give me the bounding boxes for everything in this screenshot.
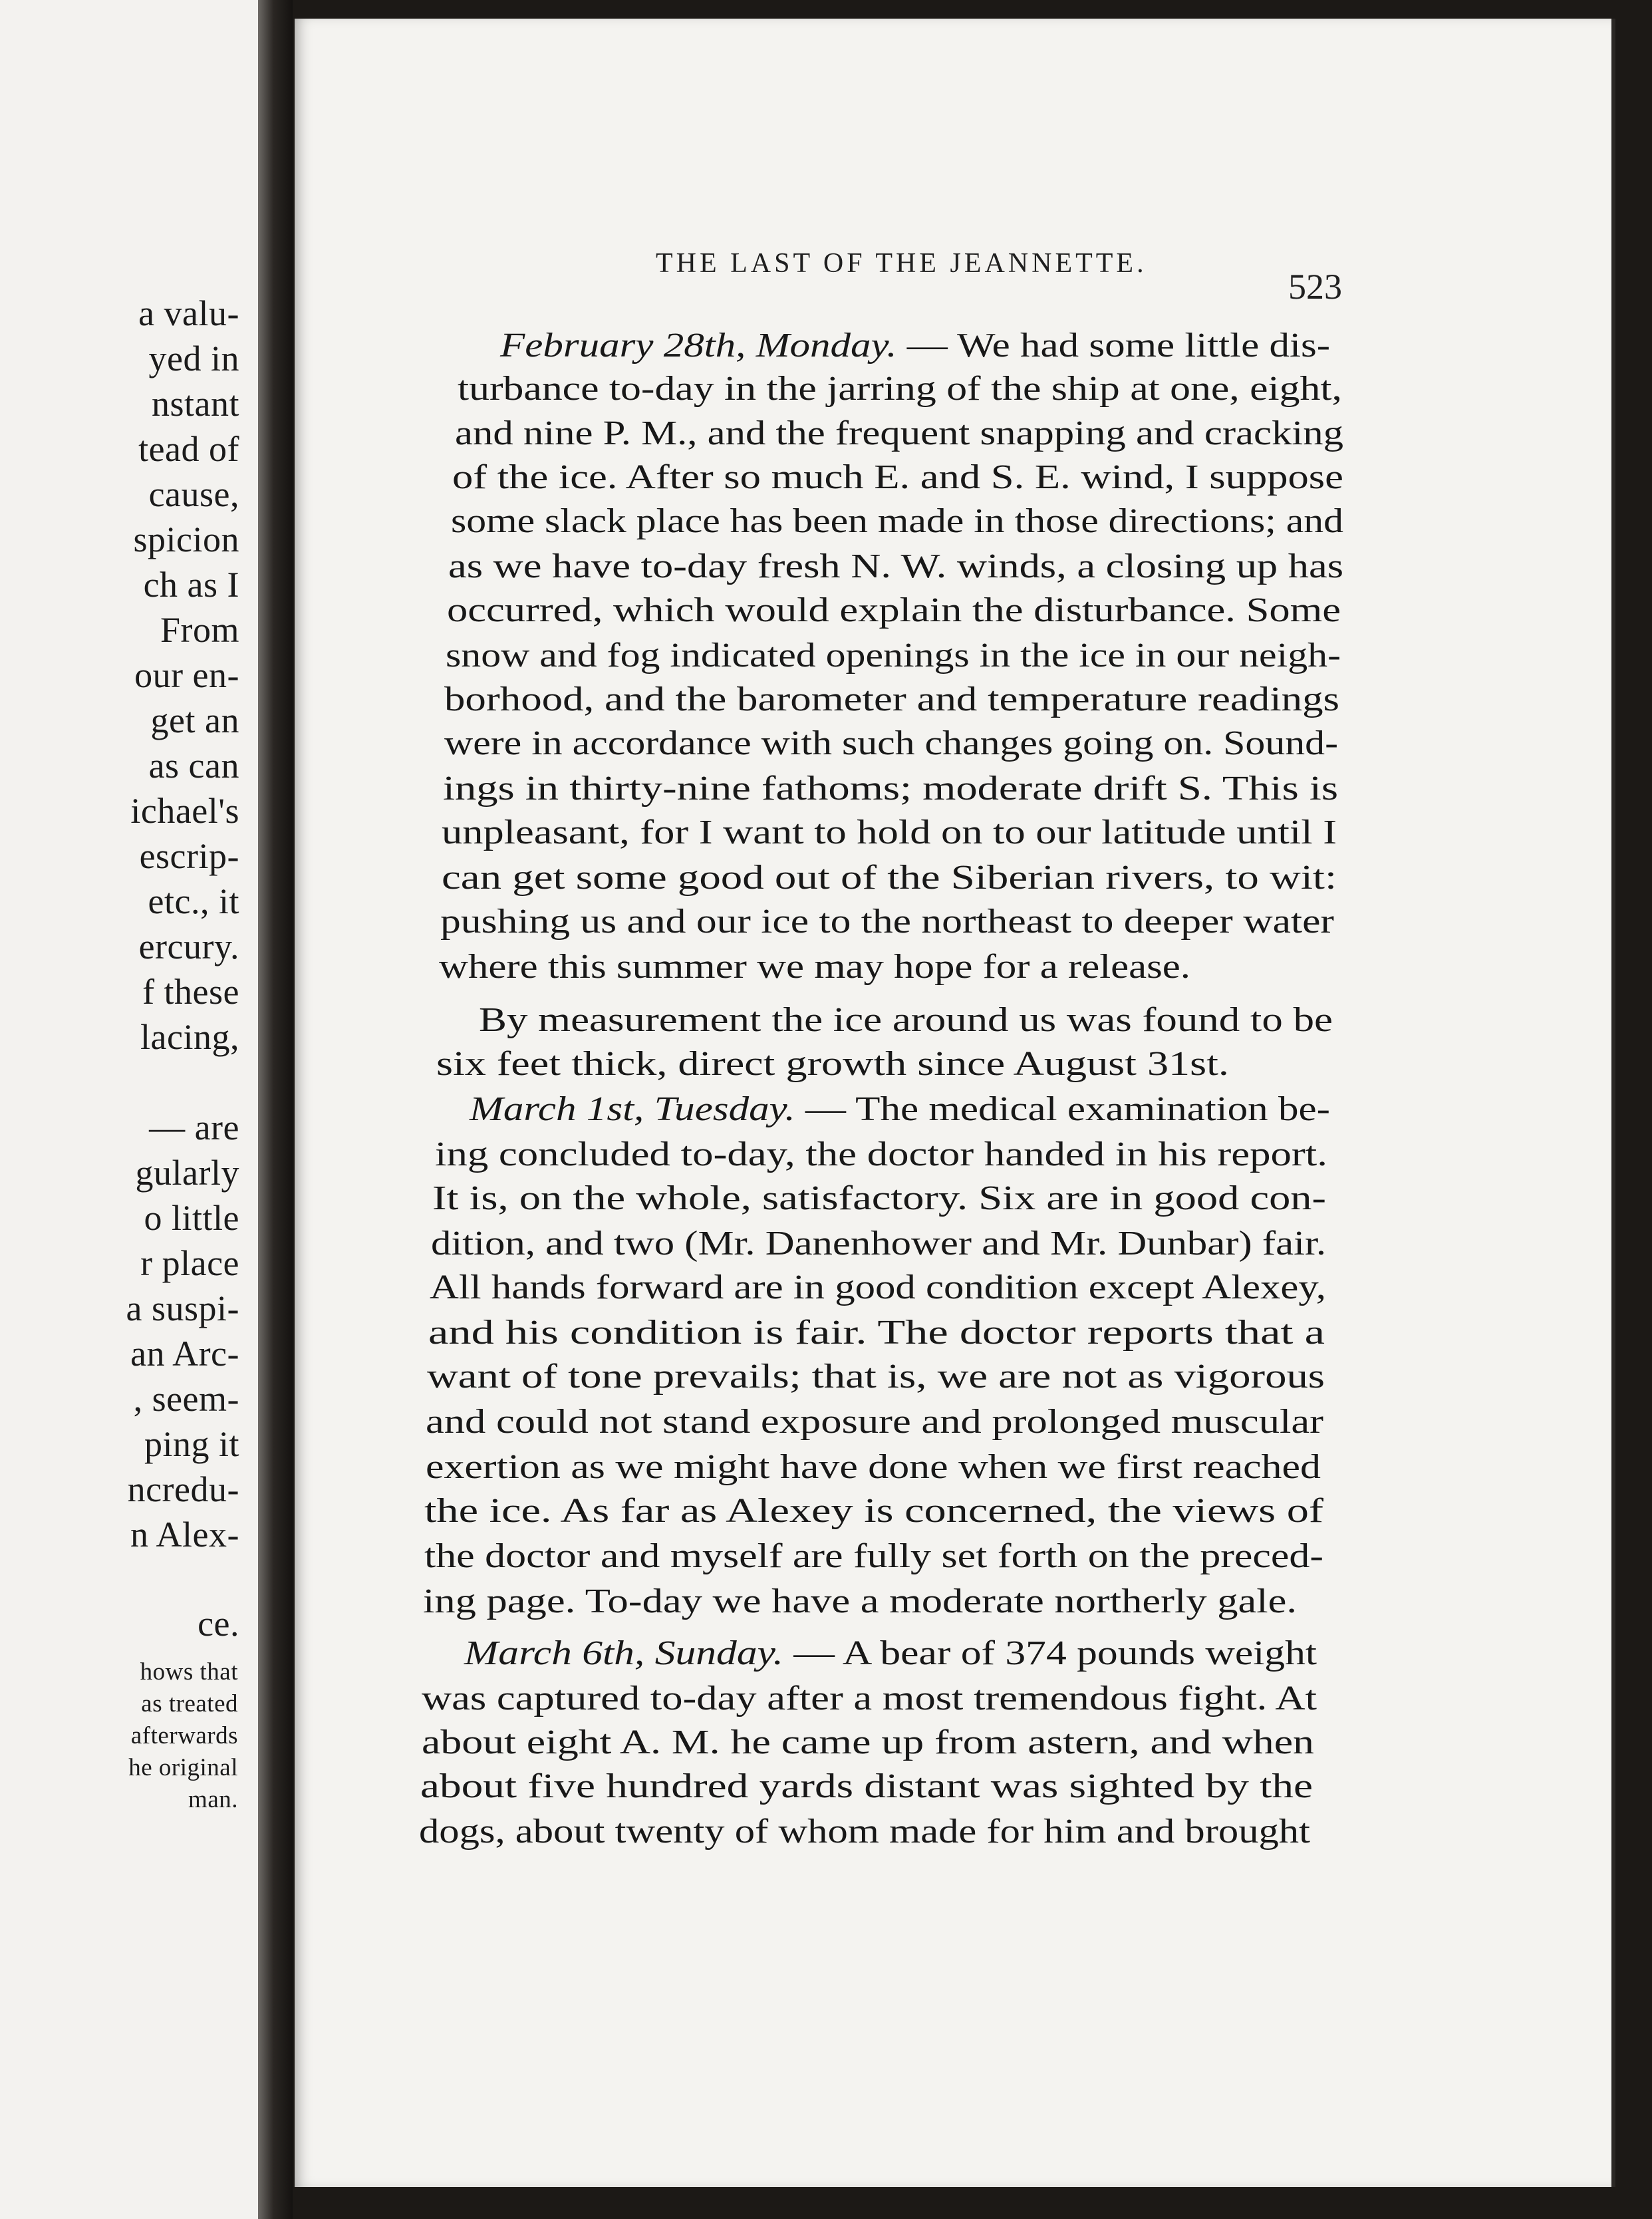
- left-page-line: spicion: [133, 519, 239, 559]
- text-line: [426, 1402, 1323, 1442]
- left-page-line: lacing,: [140, 1017, 239, 1057]
- left-page-line: a valu-: [138, 293, 239, 333]
- left-page-line: as can: [148, 746, 239, 786]
- left-page-line: yed in: [148, 339, 239, 378]
- left-page-line: ncredu-: [127, 1469, 239, 1509]
- text-line: [447, 591, 1341, 631]
- left-page-line: gularly: [135, 1153, 239, 1193]
- line-text: By measurement the ice around us was found to be: [479, 1001, 1333, 1039]
- line-text: — We had some little dis-: [896, 327, 1331, 365]
- text-line: [423, 1582, 1297, 1622]
- line-text: the doctor and myself are fully set forth on the preced-: [424, 1537, 1324, 1575]
- line-text: about five hundred yards distant was sighted by the: [420, 1767, 1313, 1805]
- text-line: [455, 414, 1343, 454]
- text-line: [470, 1090, 1330, 1129]
- line-text: pushing us and our ice to the northeast to deeper water: [440, 903, 1334, 941]
- line-text: as we have to-day fresh N. W. winds, a closing up has: [448, 547, 1344, 585]
- page-number: 523: [1288, 267, 1342, 307]
- text-line: [443, 769, 1338, 809]
- left-page-line: cause,: [148, 474, 239, 514]
- left-page-line: o little: [144, 1198, 239, 1238]
- left-page-line: ercury.: [138, 927, 239, 966]
- entry-date: March 6th, Sunday.: [464, 1634, 783, 1672]
- line-text: and could not stand exposure and prolonged muscular: [426, 1403, 1323, 1441]
- left-page-line: etc., it: [148, 881, 239, 921]
- left-page-line: nstant: [152, 384, 239, 424]
- line-text: dition, and two (Mr. Danenhower and Mr. Dunbar) fair.: [431, 1225, 1327, 1262]
- line-text: occurred, which would explain the disturbance. Some: [447, 591, 1341, 629]
- line-text: — A bear of 374 pounds weight: [783, 1634, 1317, 1672]
- left-page-line: tead of: [138, 429, 239, 469]
- line-text: — The medical examination be-: [795, 1090, 1330, 1128]
- left-page-footnote-line: as treated: [141, 1690, 238, 1717]
- left-page-line: f these: [142, 972, 239, 1012]
- text-line: [427, 1357, 1325, 1397]
- left-page-line: ce.: [198, 1604, 239, 1644]
- text-line: [458, 369, 1342, 409]
- text-line: [424, 1537, 1323, 1576]
- text-line: [430, 1268, 1326, 1308]
- left-page-line: a suspi-: [126, 1288, 239, 1328]
- left-page-line: ch as I: [143, 565, 239, 605]
- left-page-line: escrip-: [139, 836, 239, 876]
- text-line: [426, 1447, 1321, 1487]
- entry-date: February 28th, Monday.: [500, 327, 897, 365]
- left-page-line: n Alex-: [130, 1515, 239, 1554]
- text-line: [431, 1224, 1326, 1264]
- text-line: [479, 1000, 1333, 1040]
- line-text: dogs, about twenty of whom made for him and brought: [419, 1813, 1310, 1850]
- line-text: where this summer we may hope for a release.: [439, 948, 1190, 986]
- running-head: THE LAST OF THE JEANNETTE.: [656, 248, 1147, 279]
- line-text: some slack place has been made in those directions; and: [451, 502, 1343, 540]
- line-text: and nine P. M., and the frequent snapping and cracking: [455, 414, 1343, 452]
- line-text: of the ice. After so much E. and S. E. wind, I suppose: [452, 458, 1343, 496]
- line-text: was captured to-day after a most tremendous fight. At: [422, 1680, 1317, 1717]
- text-line: [428, 1313, 1325, 1353]
- line-text: can get some good out of the Siberian rivers, to wit:: [442, 859, 1337, 897]
- text-line: [442, 813, 1337, 853]
- text-line: [446, 636, 1341, 676]
- line-text: ings in thirty-nine fathoms; moderate drift S. This is: [443, 770, 1338, 808]
- text-line: [500, 326, 1330, 366]
- left-page-line: get an: [150, 700, 239, 740]
- left-page-footnote-line: he original: [128, 1754, 238, 1781]
- line-text: turbance to-day in the jarring of the ship at one, eight,: [458, 370, 1342, 408]
- text-line: [420, 1767, 1313, 1807]
- text-line: [442, 858, 1337, 898]
- text-line: [448, 547, 1343, 587]
- text-line: [419, 1812, 1310, 1852]
- text-line: [464, 1634, 1317, 1674]
- line-text: It is, on the whole, satisfactory. Six are in good con-: [432, 1179, 1327, 1217]
- left-page-line: r place: [140, 1243, 239, 1283]
- line-text: exertion as we might have done when we first reached: [426, 1448, 1321, 1486]
- text-line: [422, 1723, 1314, 1763]
- left-page-line: ichael's: [130, 791, 239, 831]
- text-line: [424, 1491, 1323, 1531]
- line-text: ing concluded to-day, the doctor handed in his report.: [435, 1135, 1327, 1173]
- line-text: and his condition is fair. The doctor reports that a: [428, 1314, 1325, 1352]
- entry-date: March 1st, Tuesday.: [470, 1090, 795, 1128]
- line-text: borhood, and the barometer and temperature readings: [444, 680, 1340, 718]
- text-line: [451, 502, 1343, 541]
- text-line: [439, 947, 1190, 987]
- text-line: [435, 1135, 1327, 1175]
- left-page-line: ping it: [144, 1424, 239, 1464]
- line-text: about eight A. M. he came up from astern, and when: [422, 1723, 1314, 1761]
- text-line: [444, 680, 1339, 720]
- line-text: want of tone prevails; that is, we are not as vigorous: [427, 1358, 1325, 1396]
- line-text: snow and fog indicated openings in the ice in our neigh-: [446, 637, 1341, 674]
- line-text: six feet thick, direct growth since August 31st.: [436, 1045, 1229, 1083]
- line-text: All hands forward are in good condition except Alexey,: [430, 1268, 1326, 1306]
- text-line: [422, 1679, 1317, 1719]
- line-text: the ice. As far as Alexey is concerned, the views of: [424, 1492, 1323, 1530]
- left-page-line: , seem-: [133, 1379, 239, 1419]
- text-line: [432, 1179, 1326, 1219]
- text-line: [452, 458, 1343, 498]
- left-page-footnote-line: man.: [188, 1786, 238, 1813]
- text-line: [440, 902, 1334, 942]
- text-line: [444, 724, 1338, 764]
- left-page-line: our en-: [134, 655, 239, 695]
- left-page-line: an Arc-: [130, 1334, 239, 1374]
- left-page-footnote-line: hows that: [140, 1658, 238, 1686]
- left-page-line: From: [160, 610, 239, 650]
- text-line: [436, 1044, 1229, 1084]
- left-page-footnote-line: afterwards: [130, 1722, 238, 1749]
- left-page-line: — are: [149, 1108, 239, 1147]
- line-text: ing page. To-day we have a moderate northerly gale.: [423, 1582, 1298, 1620]
- line-text: unpleasant, for I want to hold on to our latitude until I: [442, 814, 1337, 851]
- line-text: were in accordance with such changes going on. Sound-: [444, 724, 1339, 762]
